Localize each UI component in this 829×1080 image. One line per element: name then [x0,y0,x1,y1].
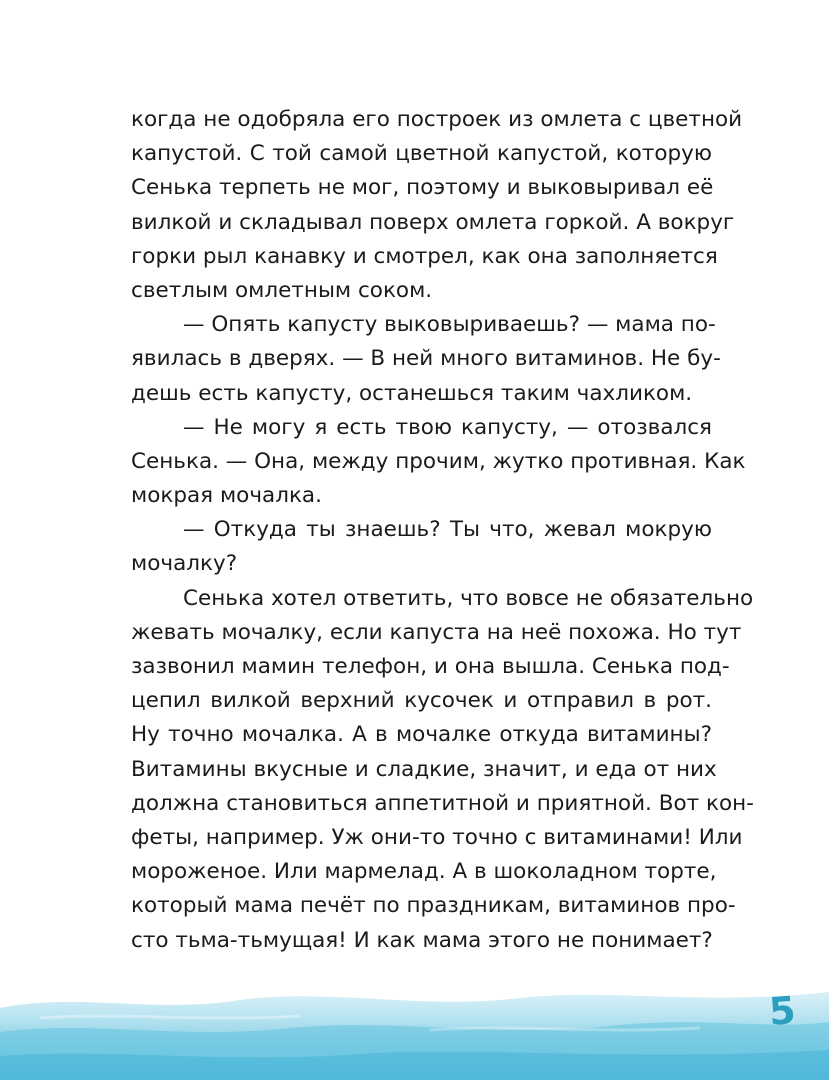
text-line: который мама печёт по праздникам, витаминов про- [131,893,736,919]
text-line: Ну точно мочалка. А в мочалке откуда витамины? [131,722,712,748]
text-line: мороженое. Или мармелад. А в шоколадном торте, [131,859,717,885]
body-text [131,103,754,958]
text-line: мокрая мочалка. [131,483,322,509]
text-line: жевать мочалку, если капуста на неё похожа. Но тут [131,619,742,645]
text-line: должна становиться аппетитной и приятной. Вот кон- [131,790,754,816]
watercolor-wave-decoration [0,970,829,1080]
text-line: дешь есть капусту, останешься таким чахликом. [131,380,693,406]
page-number: 5 [767,988,797,1034]
text-line: Витамины вкусные и сладкие, значит, и еда от них [131,756,717,782]
text-line: цепил вилкой верхний кусочек и отправил в рот. [131,688,712,714]
text-line: мочалку? [131,551,238,577]
text-line: Сенька терпеть не мог, поэтому и выковыривал её [131,175,714,201]
text-line: светлым омлетным соком. [131,277,433,303]
text-line: — Не могу я есть твою капусту, — отозвался [183,414,712,440]
text-line: Сенька хотел ответить, что вовсе не обязательно [183,585,754,611]
text-line: зазвонил мамин телефон, и она вышла. Сенька под- [131,654,730,679]
text-line: вилкой и складывал поверх омлета горкой. А вокруг [131,209,735,235]
text-line: феты, например. Уж они-то точно с витаминами! Или [131,824,743,850]
text-line: Сенька. — Она, между прочим, жутко противная. Как [131,448,746,474]
text-line: — Откуда ты знаешь? Ты что, жевал мокрую [183,517,712,543]
text-line: горки рыл канавку и смотрел, как она заполняется [131,243,718,269]
text-line: — Опять капусту выковыриваешь? — мама по- [183,312,716,338]
text-line: когда не одобряла его построек из омлета с цветной [131,107,743,132]
text-line: явилась в дверях. — В ней много витаминов. Не бу- [131,346,721,372]
text-line: капустой. С той самой цветной капустой, которую [131,141,712,167]
text-line: сто тьма-тьмущая! И как мама этого не понимает? [131,927,713,953]
